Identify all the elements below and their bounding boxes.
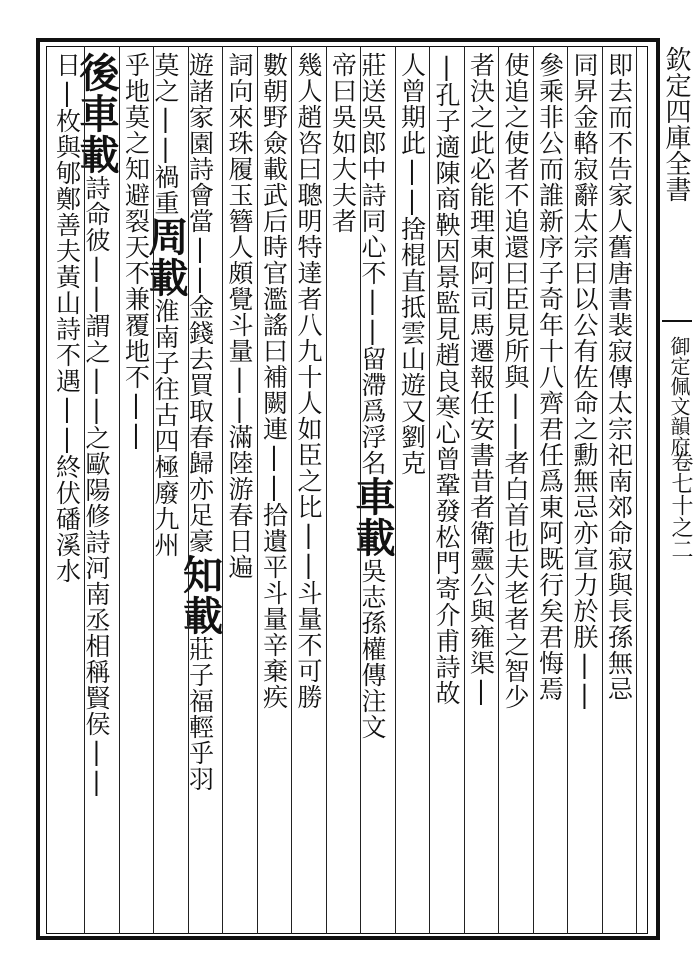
text-column — [500, 52, 530, 930]
column-text: 使追之使者不追還曰臣見所與||者白首也夫老者之智少 — [501, 52, 530, 710]
column-text: 詩命彼||謂之||之歐陽修詩河南丞相稱賢侯|| — [82, 175, 111, 797]
volume-number: 卷七十之二 — [668, 450, 693, 560]
column-rule — [567, 46, 568, 934]
book-title: 欽定四庫全書 — [661, 46, 691, 202]
column-text: 遊諸家園詩會當||金錢去買取春歸亦足豪 — [185, 52, 215, 554]
column-rule — [636, 46, 637, 934]
column-text: 淮南子往古四極廢九州 — [151, 298, 180, 558]
text-column — [328, 52, 358, 930]
column-rule — [602, 46, 603, 934]
column-rule — [188, 46, 189, 934]
column-text: 裂天不兼覆地不|| — [121, 208, 151, 450]
column-rule — [222, 46, 223, 934]
book-subtitle: 御定佩文韻府 — [667, 336, 691, 456]
column-text: 人曾期此||捨棍直抵雲山遊又劉克 — [397, 52, 427, 476]
text-column — [431, 52, 461, 930]
text-column — [142, 52, 189, 930]
column-rule — [429, 46, 430, 934]
column-rule — [153, 46, 154, 934]
column-rule — [119, 46, 120, 934]
headword: 周載 — [142, 216, 189, 298]
column-rule — [291, 46, 292, 934]
column-text: 帝曰吳如大夫者 — [328, 52, 358, 234]
column-text: |孔子適陳商鞅因景監見趙良寒心曾鞏發松門寄介甫詩故 — [432, 52, 461, 706]
column-text: 吳志孫權傳注文 — [358, 558, 387, 740]
column-text: 日|枚與郇鄭善夫黃山詩不遇||終伏磻溪水 — [52, 52, 82, 584]
text-column — [569, 52, 599, 930]
column-text: 詞向來珠履玉簪人頗覺斗量||滿陸游春日遍 — [225, 52, 254, 580]
column-text: 莊子福輕乎羽 — [185, 636, 215, 792]
column-rule — [84, 46, 85, 934]
text-column — [293, 52, 323, 930]
text-column — [121, 52, 151, 930]
column-text: 同昇金輅寂辭太宗曰以公有佐命之勳無忌亦宣力於朕|| — [570, 52, 599, 710]
column-rule — [498, 46, 499, 934]
headword: 知載 — [176, 554, 224, 636]
column-rule — [464, 46, 465, 934]
headword: 後車載 — [73, 52, 120, 175]
text-column — [466, 52, 496, 930]
text-column — [224, 52, 254, 930]
column-text: 幾人趙咨曰聰明特達者八九十人如臣之比||斗量不可勝 — [294, 52, 323, 710]
headword: 車載 — [349, 476, 396, 558]
column-rule — [257, 46, 258, 934]
column-rule — [360, 46, 361, 934]
column-text: 數朝野僉載武后時官濫謠曰補闕連||拾遺平斗量辛棄疾 — [259, 52, 289, 710]
column-text: 即去而不告家人舊唐書裴寂傳太宗祀南郊命寂與長孫無忌 — [604, 52, 634, 702]
page-margin-header — [662, 40, 692, 940]
column-rule — [326, 46, 327, 934]
column-rule — [533, 46, 534, 934]
text-column — [349, 52, 396, 930]
text-column — [604, 52, 634, 930]
fold-mark — [662, 320, 692, 322]
text-column — [535, 52, 565, 930]
text-column — [52, 52, 82, 930]
column-text: 者決之此必能理東阿司馬遷報任安書昔者衛靈公與雍渠| — [466, 52, 496, 706]
column-text: 參乘非公而誰新序子奇年十八齊君任爲東阿既行矣君悔焉 — [535, 52, 565, 702]
text-column — [259, 52, 289, 930]
column-text: 莊送吳郎中詩同心不||留滯爲浮名 — [358, 52, 387, 476]
column-text: 乎地莫之知避 — [121, 52, 151, 208]
text-column — [397, 52, 427, 930]
text-column — [73, 52, 120, 930]
column-text: 莫之||禍重 — [151, 52, 180, 216]
text-column — [176, 52, 224, 930]
